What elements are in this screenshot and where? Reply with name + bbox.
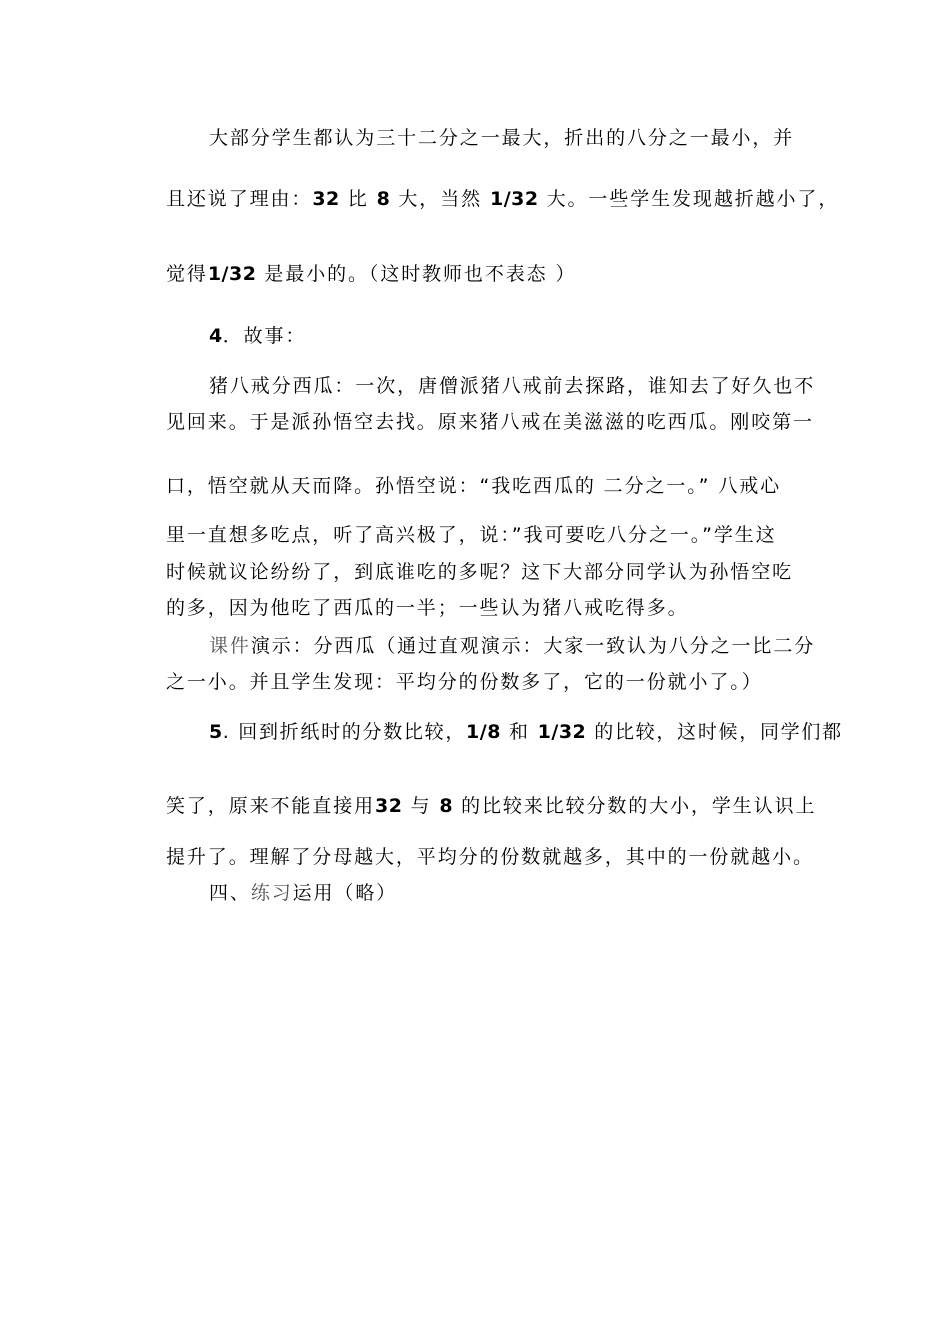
number: 1/32 xyxy=(207,263,257,285)
text: 大。一些学生发现越折越小了， xyxy=(546,188,840,210)
text: 的比较来比较分数的大小，学生认识上 xyxy=(461,795,817,817)
paragraph-4-line-3 xyxy=(166,845,814,869)
text: 大，当然 xyxy=(398,188,483,210)
text: 里一直想多吃点，听了高兴极了，说：”我可要吃八分之一。”学生这 xyxy=(166,524,777,546)
text: 口，悟空就从天而降。孙悟空说：“我吃西瓜的 二分之一。” 八戒心 xyxy=(166,475,782,497)
paragraph-1-line-1 xyxy=(209,126,794,150)
paragraph-4-line-2 xyxy=(166,794,816,818)
paragraph-2-line-1 xyxy=(209,374,815,398)
paragraph-1-line-2 xyxy=(166,187,839,211)
section-number: 5 xyxy=(209,721,223,743)
paragraph-4-line-1 xyxy=(209,720,843,744)
text: 时候就议论纷纷了，到底谁吃的多呢？这下大部分同学认为孙悟空吃 xyxy=(166,561,794,583)
number: 8 xyxy=(376,188,391,210)
text: 提升了。理解了分母越大，平均分的份数就越多，其中的一份就越小。 xyxy=(166,846,814,868)
text: 与 xyxy=(410,795,432,817)
paragraph-3-line-2 xyxy=(166,670,763,694)
text: 且还说了理由： xyxy=(166,188,313,210)
text: 比 xyxy=(347,188,369,210)
paragraph-2-line-5 xyxy=(166,560,793,584)
number: 32 xyxy=(375,795,403,817)
section-number: 4 xyxy=(209,325,223,347)
section-heading-4 xyxy=(209,324,306,348)
courseware-label: 课件 xyxy=(209,635,251,657)
number: 1/32 xyxy=(490,188,539,210)
number: 1/32 xyxy=(537,721,587,743)
practice-label: 练习 xyxy=(250,882,293,904)
paragraph-2-line-4 xyxy=(166,523,777,547)
paragraph-2-line-3 xyxy=(166,474,781,498)
text: . 回到折纸时的分数比较， xyxy=(222,721,467,743)
text: 见回来。于是派孙悟空去找。原来猪八戒在美滋滋的吃西瓜。刚咬第一 xyxy=(166,411,814,433)
text: 和 xyxy=(508,721,530,743)
text: 演示：分西瓜（通过直观演示：大家一致认为八分之一比二分 xyxy=(250,635,816,657)
section-heading-practice xyxy=(209,881,397,905)
text: 之一小。并且学生发现：平均分的份数多了，它的一份就小了。） xyxy=(166,671,763,693)
paragraph-2-line-6 xyxy=(166,596,689,620)
paragraph-3-line-1 xyxy=(209,634,815,658)
paragraph-2-line-2 xyxy=(166,410,814,434)
number: 8 xyxy=(439,795,454,817)
paragraph-1-line-3 xyxy=(166,262,576,286)
text: 运用（略） xyxy=(292,882,398,904)
text: 觉得 xyxy=(166,263,208,285)
text: 四、 xyxy=(209,882,251,904)
number: 1/8 xyxy=(466,721,501,743)
number: 32 xyxy=(312,188,340,210)
text: 的多，因为他吃了西瓜的一半；一些认为猪八戒吃得多。 xyxy=(166,597,689,619)
text: 是最小的。（这时教师也不表态 ） xyxy=(264,263,577,285)
text: 笑了，原来不能直接用 xyxy=(166,795,376,817)
section-title: ．故事： xyxy=(222,325,307,347)
text: 猪八戒分西瓜：一次，唐僧派猪八戒前去探路，谁知去了好久也不 xyxy=(209,375,816,397)
text: 大部分学生都认为三十二分之一最大，折出的八分之一最小，并 xyxy=(209,127,795,149)
text: 的比较，这时候，同学们都 xyxy=(594,721,843,743)
